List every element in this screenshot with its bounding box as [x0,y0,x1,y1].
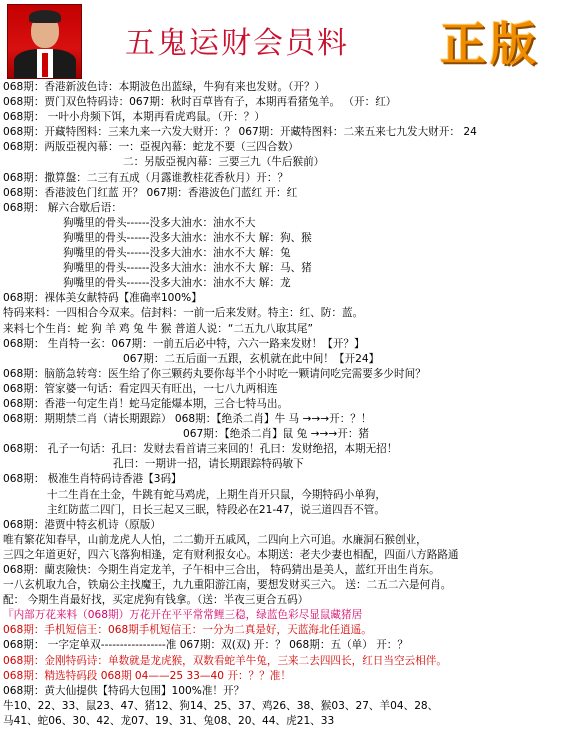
text-line: 狗嘴里的骨头------没多大油水：油水不大 解：狗、猴 [63,231,312,244]
text-line: 孔曰：一期讲一招，请长期跟踪特码敏下 [113,458,304,471]
text-line: 唯有繁花知春早，山前龙虎人人怕，二二勤开五戚风，二四向上六可追。水廉洞石猴创业， [3,533,427,546]
text-line: 狗嘴里的骨头------没多大油水：油水不大 解：兔 [63,247,291,260]
text-line: 068期：开藏特图料：三来九来一六发大财开：？ 067期：开藏特图料：二来五来七九发大财开： 24 [3,126,477,139]
document-body [3,80,575,729]
text-line: 马41、蛇06、30、42、龙07、19、31、兔08、20、44、虎21、33 [3,714,335,727]
avatar-tie [42,53,48,77]
text-line: 068期： 孔子一句话：孔曰：发财去看首请三来回的！孔曰：发财绝招，本期无招！ [3,443,398,456]
text-line: 068期：裸体美女献特码【准确率100%】 [3,292,202,305]
text-line: 067期：【绝杀二肖】鼠 兔 →→→开：猪 [183,428,370,441]
authentic-badge: 正版 [440,17,540,71]
text-line: 068期：金刚特码诗：单数就是龙虎猴，双数看蛇羊牛兔，三来二去四四长，红日当空云相伴。 [3,654,447,667]
page-title: 五鬼运财会员料 [125,26,349,61]
text-line: 068期：香港波色门红蓝 开？ 067期：香港波色门蓝红 开：红 [3,186,298,199]
text-line: 068期： 一叶小舟频下饵，本期再看虎鸡鼠。（开：？） [3,111,265,124]
text-line: 牛10、22、33、鼠23、47、猪12、狗14、25、37、鸡26、38、猴03、27、羊04、28、 [3,699,439,712]
text-line: 狗嘴里的骨头------没多大油水：油水不大 解：马、猪 [63,262,312,275]
text-line: 068期：黄大仙提供【特码大包围】100%准！开？ [3,684,245,697]
text-line: 配： 今期生肖最好找，买定虎狗有钱拿。（送：半夜三更合五码） [3,594,309,607]
text-line: 三四之年道更好，四六飞落狗相逢，定有财利报女心。本期送：老夫少妻也相配，四面八方路路通 [3,548,459,561]
text-line: 『内部万花来料（068期）万花开在平平常常鲤三稳，绿蓝色彩尽显鼠藏猪居 [3,609,363,622]
text-line: 068期：精选特码段 068期 04——25 33—40 开：？？准！ [3,669,291,682]
text-line: 主红防蓝二四门，日长三起又三眠，特段必在21-47，说三道四吾不管。 [47,503,385,516]
text-line: 狗嘴里的骨头------没多大油水：油水不大 [63,216,256,229]
text-line: 067期：二五后面一五跟，玄机就在此中间！【开24】 [123,352,380,365]
text-line: 068期： 生肖特一玄：067期：一前五后必中特，六六一路来发财！【开？】 [3,337,365,350]
text-line: 068期：港贾中特玄机诗（原版） [3,518,161,531]
text-line: 068期： 极准生肖特码诗香港【3码】 [3,473,182,486]
text-line: 068期：脑筋急转弯：医生给了你三颗药丸要你每半个小时吃一颗请问吃完需要多少时间？ [3,367,426,380]
text-line: 068期：期期禁二肖（请长期跟踪） 068期：【绝杀二肖】牛 马 →→→开：？！ [3,413,372,426]
text-line: 068期： 解六合歇后语： [3,201,122,214]
header-banner [0,0,577,80]
text-line: 来料七个生肖：蛇 狗 羊 鸡 兔 牛 猴 普道人说：“二五九八取其尾” [3,322,313,335]
avatar [7,4,82,79]
text-line: 十二生肖在土金，牛跳有蛇马鸡虎，上期生肖开只鼠，今期特码小单狗， [47,488,386,501]
text-line: 狗嘴里的骨头------没多大油水：油水不大 解：龙 [63,277,291,290]
text-line: 二：另版亞視內幕：三要三九（牛后猴前） [123,156,325,169]
text-line: 068期：香港一句定生肖！蛇马定能爆本期，三合七特马出。 [3,397,289,410]
text-line: 068期： 一字定单双-----------------准 067期：双(双) 开：？ 068期：五（单） 开：？ [3,639,408,652]
avatar-hair [29,10,61,23]
text-line: 068期：香港新波色诗：本期波色出蓝绿，牛狗有来也发财。（开？） [3,81,326,93]
text-line: 068期：两版亞視內幕：一：亞視內幕：蛇龙不要（三四合数） [3,141,299,154]
text-line: 068期：手机短信王：068期手机短信王：一分为二真是好，天蓝海北任逍遥。 [3,624,372,637]
text-line: 一八玄机取九合，铁扇公主找魔王，九九重阳游江南，要想发财买三六。 送：二五二六是何肖。 [3,579,452,592]
text-line: 068期：贾门双色特码诗：067期：秋时百草皆有子，本期再看猪兔羊。 （开：红） [3,96,397,109]
text-line: 068期：管家婆一句话：看定四天有旺出，一七八九两相连 [3,382,278,395]
text-line: 068期：蘭衷險快：今期生肖定龙羊，子午相中三合出， 特码猜出是美人，蓝红开出生肖东。 [3,564,440,576]
text-line: 特码来料：一四相合今双来。信封料：一前一后来发财。特主：红、防：蓝。 [3,307,364,320]
text-line: 068期：撒算盤：二三有五成（月露谁教桂花香秋月）开：？ [3,171,289,184]
